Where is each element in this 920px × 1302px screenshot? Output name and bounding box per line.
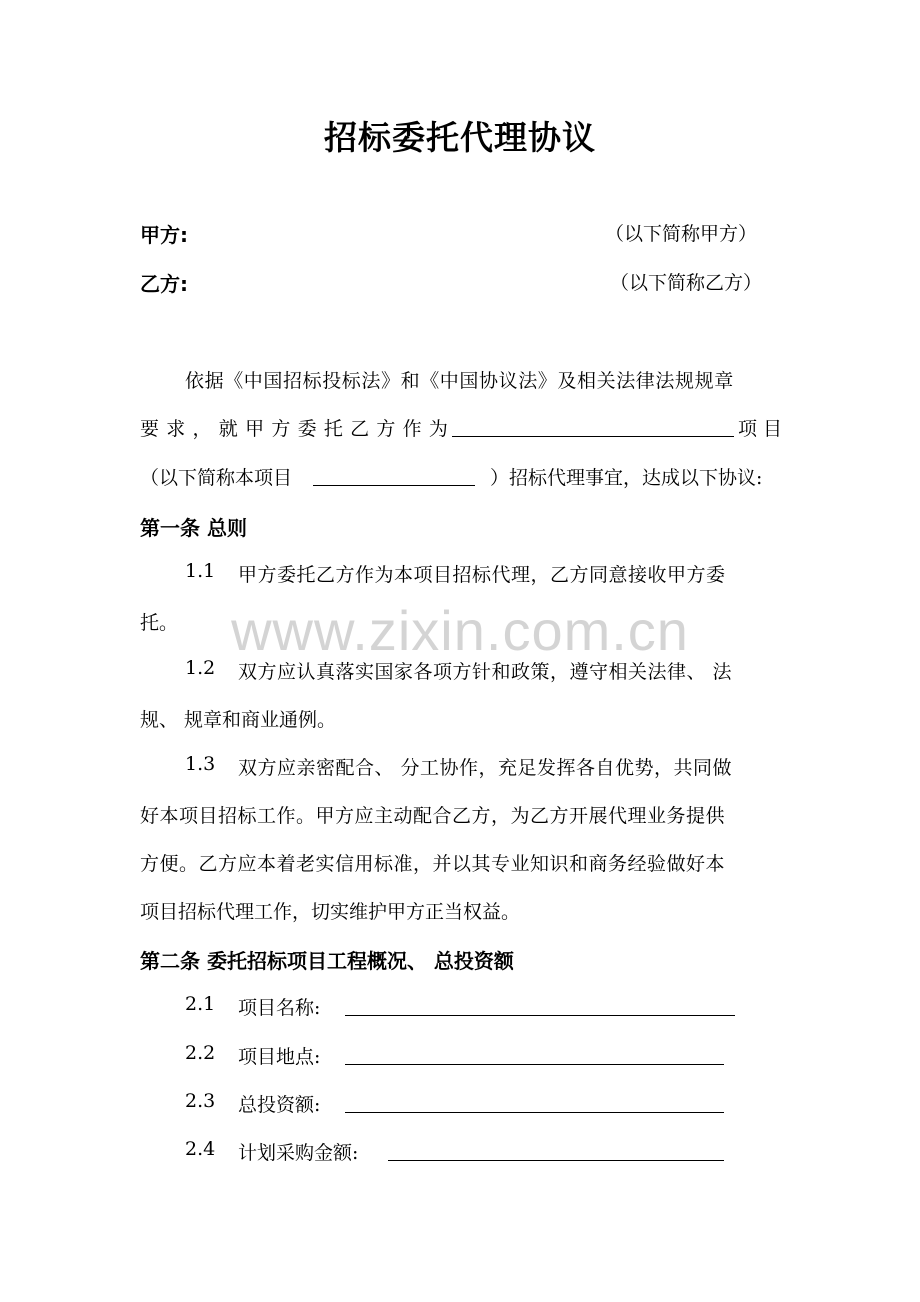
watermark: www.zixin.com.cn	[231, 599, 689, 662]
article-1-heading: 第一条 总则	[140, 516, 247, 540]
clause-2-1-number: 2.1	[185, 993, 216, 1015]
party-a-label: 甲方:	[140, 223, 188, 247]
project-short-name-blank[interactable]	[313, 463, 475, 486]
clause-1-3-line-3: 方便。乙方应本着老实信用标准，并以其专业知识和商务经验做好本	[140, 853, 726, 875]
project-name-blank[interactable]	[452, 414, 734, 437]
clause-1-1-line-2: 托。	[140, 612, 179, 634]
intro-char: 乙	[350, 418, 370, 440]
clause-2-4-label: 计划采购金额:	[238, 1142, 359, 1164]
intro-char: 托	[323, 418, 343, 440]
clause-1-3-line-2: 好本项目招标工作。甲方应主动配合乙方，为乙方开展代理业务提供	[140, 805, 726, 827]
intro-line-3-suffix: ）招标代理事宜，达成以下协议:	[490, 467, 763, 489]
project-name-field[interactable]	[345, 993, 735, 1016]
project-location-field[interactable]	[345, 1042, 724, 1065]
intro-line-3-prefix: （以下简称本项目	[140, 467, 293, 489]
intro-char: 作	[402, 418, 422, 440]
clause-2-2-label: 项目地点:	[238, 1046, 321, 1068]
intro-char: 求	[166, 418, 186, 440]
clause-1-3-line-1: 双方应亲密配合、 分工协作，充足发挥各自优势，共同做	[238, 757, 733, 779]
clause-1-3-number: 1.3	[185, 753, 216, 775]
intro-char: 就	[218, 418, 238, 440]
intro-char: 方	[271, 418, 291, 440]
article-2-heading: 第二条 委托招标项目工程概况、 总投资额	[140, 949, 514, 973]
clause-1-1-number: 1.1	[185, 560, 216, 582]
clause-1-1-line-1: 甲方委托乙方作为本项目招标代理，乙方同意接收甲方委	[238, 564, 726, 586]
clause-2-1-label: 项目名称:	[238, 997, 321, 1019]
intro-line-2-suffix: 项目	[738, 418, 789, 440]
clause-1-2-line-1: 双方应认真落实国家各项方针和政策，遵守相关法律、 法	[238, 661, 733, 683]
clause-1-2-number: 1.2	[185, 657, 216, 679]
intro-char: ，	[192, 418, 212, 440]
total-investment-field[interactable]	[345, 1090, 724, 1113]
clause-2-4-number: 2.4	[185, 1138, 216, 1160]
intro-char: 甲	[245, 418, 265, 440]
intro-line-2-prefix	[140, 414, 448, 441]
intro-char: 要	[140, 418, 160, 440]
clause-2-3-number: 2.3	[185, 1090, 216, 1112]
party-b-label: 乙方:	[140, 272, 188, 296]
intro-char: 为	[428, 418, 448, 440]
clause-1-2-line-2: 规、 规章和商业通例。	[140, 709, 337, 731]
intro-char: 方	[376, 418, 396, 440]
clause-2-3-label: 总投资额:	[238, 1094, 321, 1116]
intro-line-1: 依据《中国招标投标法》和《中国协议法》及相关法律法规规章	[185, 370, 734, 392]
intro-char: 委	[297, 418, 317, 440]
document-title: 招标委托代理协议	[324, 118, 596, 157]
planned-procurement-amount-field[interactable]	[388, 1138, 724, 1161]
party-b-note: （以下简称乙方）	[610, 272, 763, 294]
clause-1-3-line-4: 项目招标代理工作，切实维护甲方正当权益。	[140, 901, 521, 923]
party-a-note: （以下简称甲方）	[605, 223, 758, 245]
clause-2-2-number: 2.2	[185, 1042, 216, 1064]
